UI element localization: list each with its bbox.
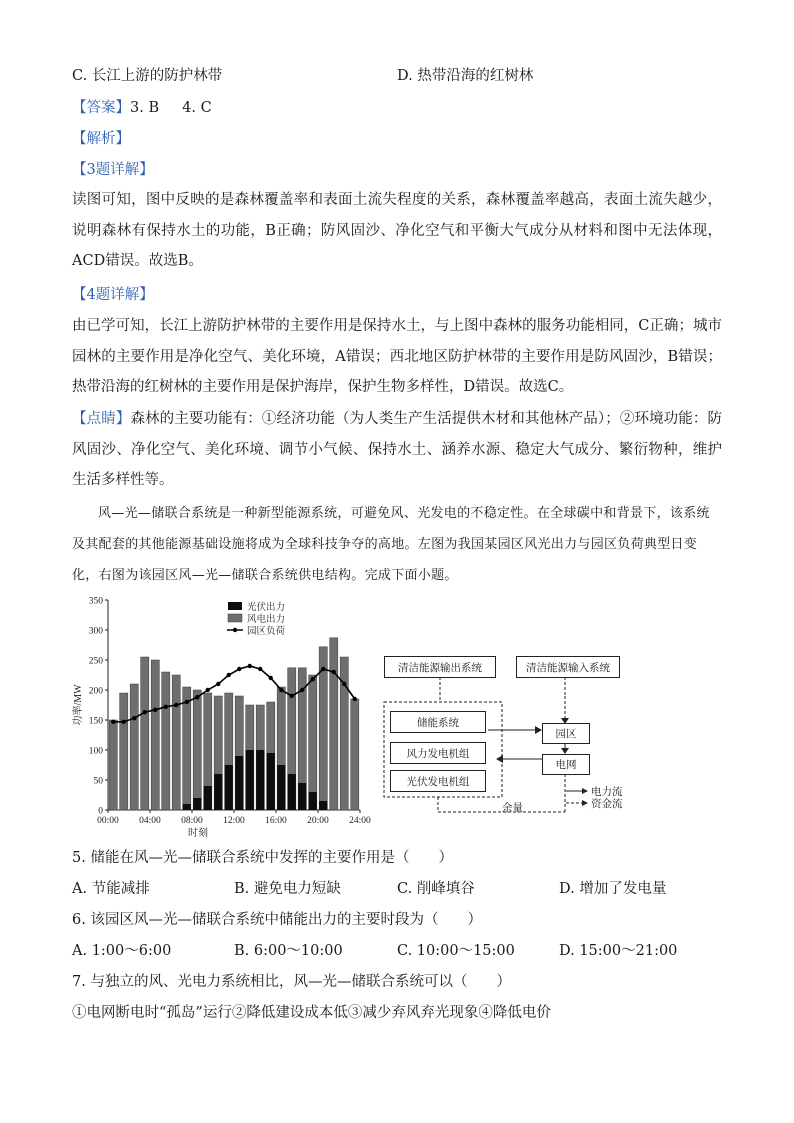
q5-stem: 5. 储能在风—光—储联合系统中发挥的主要作用是（ ）: [72, 850, 453, 866]
x-tick-label: 12:00: [223, 816, 245, 826]
legend-wind-swatch: [228, 614, 242, 622]
x-tick-label: 24:00: [349, 816, 371, 826]
pv-bar: [277, 765, 285, 810]
y-tick-label: 300: [88, 626, 103, 637]
q4-tag: 【4题详解】: [72, 287, 154, 303]
pv-bar: [267, 753, 275, 810]
wind-bar: [162, 672, 170, 810]
load-point: [185, 700, 189, 704]
q5-option-b: B. 避免电力短缺: [234, 881, 341, 897]
pv-bar: [183, 804, 191, 810]
pv-bar: [246, 750, 254, 810]
y-tick-label: 150: [88, 716, 103, 727]
load-point: [237, 667, 241, 671]
q7-items: ①电网断电时“孤岛”运行②降低建设成本低③减少弃风弃光现象④降低电价: [72, 1005, 551, 1021]
y-tick-label: 0: [98, 806, 103, 817]
q6-option-d: D. 15:00～21:00: [559, 943, 678, 959]
pv-bar: [225, 765, 233, 810]
load-point: [111, 720, 115, 724]
q5-option-d: D. 增加了发电量: [559, 881, 667, 897]
load-point: [153, 708, 157, 712]
q5-option-a: A. 节能减排: [72, 881, 150, 897]
pv-bar: [298, 783, 306, 810]
legend-power-label: 电力流: [591, 786, 623, 798]
wind-bar: [183, 687, 191, 810]
x-tick-label: 08:00: [181, 816, 203, 826]
legend-label: 风电出力: [247, 615, 286, 625]
load-point: [174, 703, 178, 707]
q6-option-a: A. 1:00～6:00: [72, 943, 172, 959]
q4-explanation: 由已学可知，长江上游防护林带的主要作用是保持水土，与上图中森林的服务功能相同，C正确；城市园林的主要作用是净化空气、美化环境，A错误；西北地区防护林带的主要作用是防风固沙，B错误；热带沿海的红树林的主要作用是保护海岸，保护生物多样性，D错误。故选C。: [72, 318, 722, 395]
pv-bar: [204, 786, 212, 810]
q7-stem: 7. 与独立的风、光电力系统相比，风—光—储联合系统可以（ ）: [72, 974, 511, 990]
y-tick-label: 100: [88, 746, 103, 757]
q6-option-b: B. 6:00～10:00: [234, 943, 343, 959]
pv-box: 光伏发电机组: [390, 770, 486, 792]
option-c-prev: C. 长江上游的防护林带: [72, 68, 223, 84]
load-point: [258, 667, 262, 671]
x-axis-label: 时刻: [188, 828, 208, 839]
y-axis-label: 功率/MW: [73, 684, 84, 726]
wind-bar: [130, 684, 138, 810]
q5-option-c: C. 削峰填谷: [397, 881, 475, 897]
pv-bar: [235, 756, 243, 810]
load-point: [216, 682, 220, 686]
load-point: [248, 664, 252, 668]
pv-bar: [214, 774, 222, 810]
answer-line: [72, 98, 212, 118]
load-point: [321, 667, 325, 671]
x-tick-label: 20:00: [307, 816, 329, 826]
point-paragraph: [72, 404, 722, 496]
wind-box: 风力发电机组: [390, 742, 486, 764]
wind-bar: [151, 660, 159, 810]
load-point: [342, 682, 346, 686]
load-point: [300, 688, 304, 692]
power-chart: [70, 592, 380, 842]
pv-bar: [309, 792, 317, 810]
load-point: [311, 677, 315, 681]
load-point: [164, 705, 168, 709]
q3-explanation: 读图可知，图中反映的是森林覆盖率和表面土流失程度的关系，森林覆盖率越高，表面土流失越少，说明森林有保持水土的功能，B正确；防风固沙、净化空气和平衡大气成分从材料和图中无法体现，ACD错误。故选B。: [72, 192, 722, 269]
legend-money-label: 资金流: [591, 798, 623, 810]
wind-bar: [141, 657, 149, 810]
load-point: [143, 710, 147, 714]
analysis-tag: 【解析】: [72, 131, 130, 147]
pv-bar: [319, 801, 327, 810]
point-tag: 【点睛】: [72, 411, 131, 427]
wind-bar: [120, 693, 128, 810]
load-point: [332, 670, 336, 674]
wind-bar: [193, 690, 201, 810]
load-point: [269, 676, 273, 680]
pv-bar: [193, 798, 201, 810]
load-point: [353, 697, 357, 701]
x-tick-label: 00:00: [97, 816, 119, 826]
pv-bar: [256, 750, 264, 810]
output-system-box: 清洁能源输出系统: [384, 656, 496, 678]
y-tick-label: 200: [88, 686, 103, 697]
supply-structure-diagram: [378, 650, 638, 820]
legend-load-dot: [233, 628, 237, 632]
load-point: [279, 688, 283, 692]
grid-box: 电网: [542, 754, 590, 775]
wind-bar: [351, 699, 359, 810]
answer-text: 3. B 4. C: [130, 100, 212, 116]
wind-bar: [109, 720, 117, 810]
y-tick-label: 50: [93, 776, 103, 787]
load-point: [227, 673, 231, 677]
load-point: [132, 716, 136, 720]
load-point: [122, 720, 126, 724]
y-tick-label: 350: [88, 596, 103, 607]
q3-tag: 【3题详解】: [72, 162, 154, 178]
load-point: [195, 695, 199, 699]
pv-bar: [288, 774, 296, 810]
park-box: 园区: [542, 723, 590, 744]
load-point: [206, 688, 210, 692]
wind-bar: [330, 638, 338, 810]
y-tick-label: 250: [88, 656, 103, 667]
legend-pv-swatch: [228, 602, 242, 610]
material-intro: 风—光—储联合系统是一种新型能源系统，可避免风、光发电的不稳定性。在全球碳中和背景下，该系统及其配套的其他能源基础设施将成为全球科技争夺的高地。左图为我国某园区风光出力与园区负荷典型日变化，右图为该园区风—光—储联合系统供电结构。完成下面小题。: [72, 506, 710, 583]
legend-label: 光伏出力: [247, 603, 286, 613]
q6-option-c: C. 10:00～15:00: [397, 943, 515, 959]
load-line: [113, 666, 355, 722]
load-point: [290, 694, 294, 698]
input-system-box: 清洁能源输入系统: [516, 656, 620, 678]
answer-tag: 【答案】: [72, 100, 130, 116]
storage-box: 储能系统: [390, 711, 486, 733]
x-tick-label: 16:00: [265, 816, 287, 826]
q6-stem: 6. 该园区风—光—储联合系统中储能出力的主要时段为（ ）: [72, 912, 482, 928]
wind-bar: [309, 675, 317, 810]
legend-label: 园区负荷: [247, 627, 286, 637]
x-tick-label: 04:00: [139, 816, 161, 826]
surplus-label: 余量: [502, 802, 523, 814]
wind-bar: [172, 675, 180, 810]
option-d-prev: D. 热带沿海的红树林: [397, 68, 534, 84]
point-text: 森林的主要功能有：①经济功能（为人类生产生活提供木材和其他林产品）；②环境功能：防风固沙、净化空气、美化环境、调节小气候、保持水土、涵养水源、稳定大气成分、繁衍物种，维护生活多样性等。: [72, 411, 723, 488]
